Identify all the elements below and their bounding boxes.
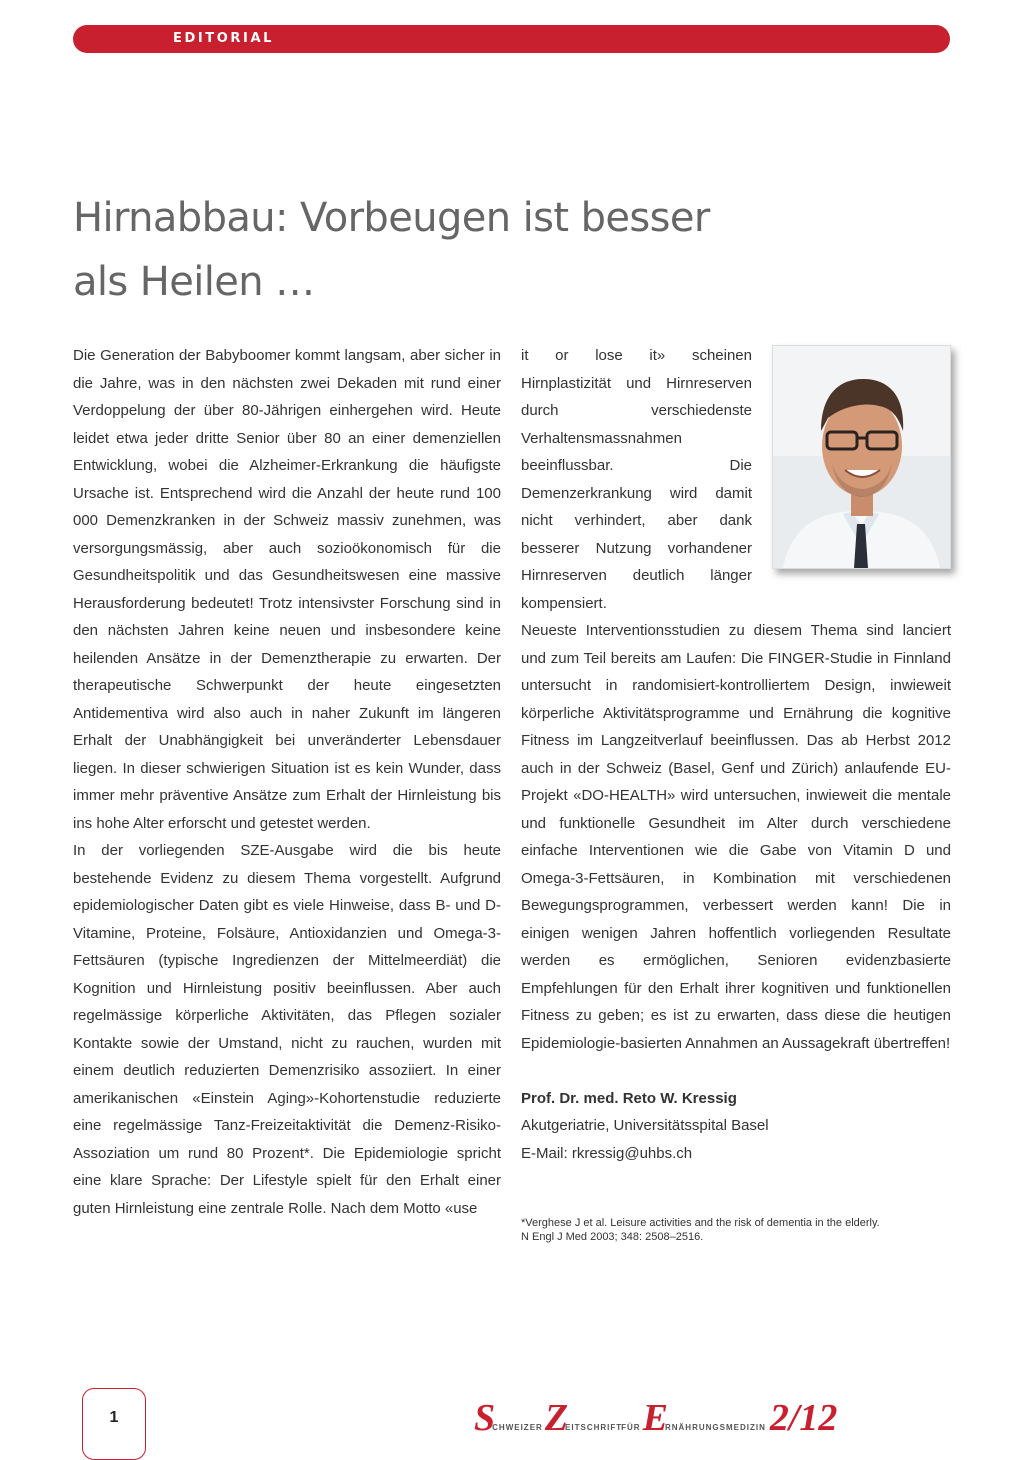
title-line-2: als Heilen … bbox=[73, 259, 315, 305]
right-column bbox=[521, 342, 951, 1167]
logo-word-zeitschrift: EITSCHRIFT bbox=[565, 1423, 623, 1432]
page-number: 1 bbox=[109, 1409, 119, 1426]
footnote-line-1: *Verghese J et al. Leisure activities and the risk of dementia in the elderly. bbox=[521, 1217, 880, 1229]
author-affiliation: Akutgeriatrie, Universitätsspital Basel bbox=[521, 1117, 769, 1134]
paragraph: Neueste Interventionsstudien zu diesem Thema sind lanciert und zum Teil bereits am Laufen: Die FINGER-Studie in Finnland untersucht in randomisiert-kontrolliertem Design, inwieweit körperliche Aktivitätsprogramme und Ernährung die kognitive Fitness im Langzeitverlauf beeinflussen. Das ab Herbst 2012 auch in der Schweiz (Basel, Genf und Zürich) anlaufende EU-Projekt «DO-HEALTH» wird untersuchen, inwieweit die mentale und funktionelle Gesundheit im Alter durch verschiedene einfache Interventionen wie die Gabe von Vitamin D und Omega-3-Fettsäuren, in Kombination mit verschiedenen Bewegungsprogrammen, verbessert werden kann! Die in einigen wenigen Jahren hoffentlich vorliegenden Resultate werden es ermöglichen, Senioren evidenzbasierte Empfehlungen für den Erhalt ihrer kognitiven und funktionellen Fitness zu geben; es ist zu erwarten, dass diese die heutigen Epidemiologie-basierten Annahmen an Aussagekraft übertreffen! bbox=[521, 622, 951, 1052]
footnote bbox=[521, 1216, 941, 1244]
section-header-bar bbox=[73, 25, 950, 53]
author-email: E-Mail: rkressig@uhbs.ch bbox=[521, 1144, 693, 1162]
logo-letter-z: Z bbox=[544, 1397, 569, 1439]
issue-number: 2/12 bbox=[769, 1397, 838, 1439]
page-number-tab bbox=[82, 1388, 146, 1460]
logo-word-fuer: FÜR bbox=[621, 1423, 641, 1432]
left-column bbox=[73, 342, 501, 1222]
logo-word-schweizer: CHWEIZER bbox=[492, 1423, 543, 1432]
paragraph: Die Generation der Babyboomer kommt langsam, aber sicher in die Jahre, was in den nächsten zwei Dekaden mit rund einer Verdoppelung der über 80-Jährigen einhergehen wird. Heute leidet etwa jeder dritte Senior über 80 an einer demenziellen Entwicklung, wobei die Alzheimer-Erkrankung die häufigste Ursache ist. Entsprechend wird die Anzahl der heute rund 100 000 Demenzkranken in der Schweiz massiv zunehmen, was versorgungsmässig, aber auch sozioökonomisch für die Gesundheitspolitik und das Gesundheitswesen eine massive Herausforderung bedeutet! Trotz intensivster Forschung sind in den nächsten Jahren keine neuen und insbesondere keine heilenden Ansätze in der Demenztherapie zu erwarten. Der therapeutische Schwerpunkt der heute eingesetzten Antidementiva wird also auch in naher Zukunft im längeren Erhalt der Unabhängigkeit bei unveränderter Lebensdauer liegen. In dieser schwierigen Situation ist es kein Wunder, dass immer mehr präventive Ansätze zum Erhalt der Hirnleistung bis ins hohe Alter erforscht und getestet werden. bbox=[73, 347, 501, 832]
article-title bbox=[73, 186, 953, 314]
paragraph: it or lose it» scheinen Hirnplastizität und Hirnreserven durch verschiedenste Verhaltensmassnahmen beeinflussbar. Die Demenzerkrankung wird damit nicht verhindert, aber dank besserer Nutzung vorhandener Hirnreserven deutlich länger kompensiert. bbox=[521, 347, 752, 612]
logo-word-ernaehrungsmedizin: RNÄHRUNGSMEDIZIN bbox=[664, 1423, 766, 1432]
logo-letter-e: E bbox=[642, 1397, 668, 1439]
section-label: EDITORIAL bbox=[173, 31, 275, 46]
paragraph: In der vorliegenden SZE-Ausgabe wird die bis heute bestehende Evidenz zu diesem Thema vorgestellt. Aufgrund epidemiologischer Daten gibt es viele Hinweise, dass B- und D-Vitamine, Proteine, Folsäure, Antioxidanzien und Omega-3-Fettsäuren (typische Ingredienzen der Mittelmeerdiät) die Kognition und Hirnleistung positiv beeinflussen. Aber auch regelmässige körperliche Aktivitäten, das Pflegen sozialer Kontakte sowie der Umstand, nicht zu rauchen, wurden mit einem deutlich reduzierten Demenzrisiko assoziiert. In einer amerikanischen «Einstein Aging»-Kohortenstudie reduzierte eine regelmässige Tanz-Freizeitaktivität die Demenz-Risiko-Assoziation um rund 80 Prozent*. Die Epidemiologie spricht eine klare Sprache: Der Lifestyle spielt für den Erhalt einer guten Hirnleistung eine zentrale Rolle. Nach dem Motto «use bbox=[73, 842, 501, 1217]
journal-logo bbox=[474, 1396, 854, 1440]
author-photo bbox=[772, 345, 951, 569]
title-line-1: Hirnabbau: Vorbeugen ist besser bbox=[73, 195, 710, 241]
author-name: Prof. Dr. med. Reto W. Kressig bbox=[521, 1089, 737, 1107]
footnote-line-2: N Engl J Med 2003; 348: 2508–2516. bbox=[521, 1231, 704, 1243]
logo-letter-s: S bbox=[474, 1397, 496, 1439]
